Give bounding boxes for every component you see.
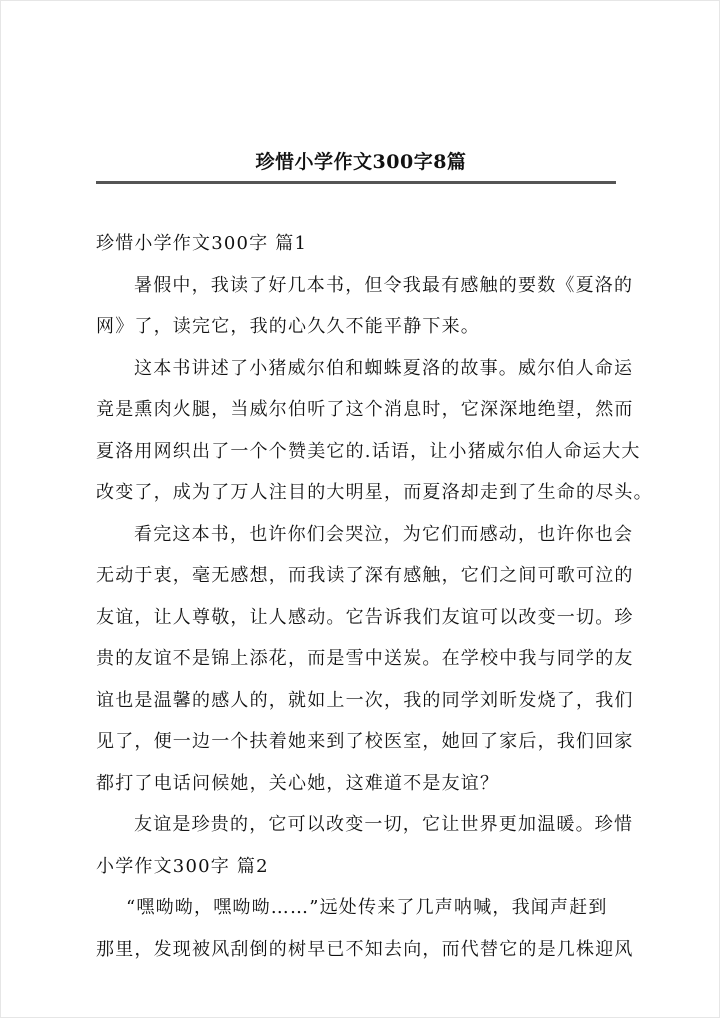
text-line: 谊也是温馨的感人的，就如上一次，我的同学刘昕发烧了，我们 [96,689,634,711]
text-line: “嘿呦呦，嘿呦呦……”远处传来了几声呐喊，我闻声赶到 [126,897,608,918]
text-line: 那里，发现被风刮倒的树早已不知去向，而代替它的是几株迎风 [96,938,634,960]
text-line: 夏洛用网织出了一个个赞美它的.话语，让小猪威尔伯人命运大大 [96,440,641,462]
text-line: 无动于衷，毫无感想，而我读了深有感触，它们之间可歌可泣的 [96,565,634,586]
text-line: 这本书讲述了小猪威尔伯和蜘蛛夏洛的故事。威尔伯人命运 [134,357,634,379]
text-line: 见了，便一边一个扶着她来到了校医室，她回了家后，我们回家 [96,731,634,752]
text-line: 网》了，读完它，我的心久久不能平静下来。 [96,316,480,337]
text-line: 友谊，让人尊敬，让人感动。它告诉我们友谊可以改变一切。珍 [96,606,634,628]
text-line: 贵的友谊不是锦上添花，而是雪中送炭。在学校中我与同学的友 [96,648,634,669]
title-divider [96,181,616,184]
text-line: 友谊是珍贵的，它可以改变一切，它让世界更加温暖。珍惜 [134,814,634,835]
section-heading-2: 小学作文300字 篇2 [96,855,269,877]
section-heading-1: 珍惜小学作文300字 篇1 [96,233,308,254]
text-line: 看完这本书，也许你们会哭泣，为它们而感动，也许你也会 [134,523,634,545]
document-title: 珍惜小学作文300字8篇 [255,151,467,173]
text-line: 都打了电话问候她，关心她，这难道不是友谊？ [96,772,500,794]
text-line: 改变了，成为了万人注目的大明星，而夏洛却走到了生命的尽头。 [96,482,653,503]
text-line: 暑假中，我读了好几本书，但令我最有感触的要数《夏洛的 [134,274,634,296]
text-line: 竟是熏肉火腿，当威尔伯听了这个消息时，它深深地绝望，然而 [96,399,634,420]
document-body [96,223,653,970]
